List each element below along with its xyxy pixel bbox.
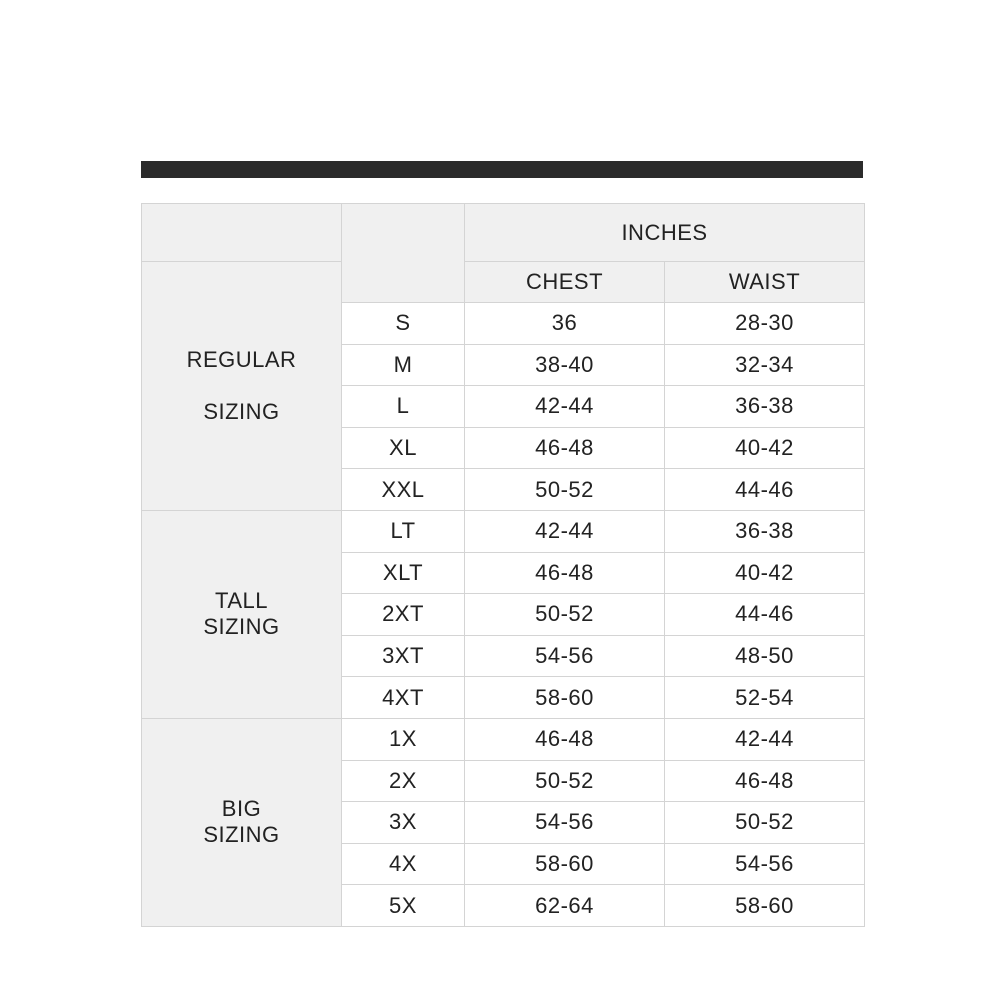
waist-cell: 44-46 <box>665 469 865 511</box>
group-label-big <box>142 718 342 926</box>
chest-cell: 36 <box>465 303 665 345</box>
size-cell: M <box>342 344 465 386</box>
size-cell: L <box>342 386 465 428</box>
waist-cell: 44-46 <box>665 594 865 636</box>
chest-cell: 50-52 <box>465 760 665 802</box>
size-cell: 5X <box>342 885 465 927</box>
header-unit-label: INCHES <box>465 204 865 262</box>
chest-cell: 46-48 <box>465 427 665 469</box>
waist-cell: 46-48 <box>665 760 865 802</box>
size-chart-table <box>141 203 865 927</box>
chest-cell: 54-56 <box>465 635 665 677</box>
chest-cell: 46-48 <box>465 718 665 760</box>
group-label-line2: SIZING <box>203 614 280 640</box>
chest-cell: 54-56 <box>465 802 665 844</box>
group-label-line1: BIG <box>221 796 262 822</box>
group-label-line1: REGULAR <box>186 346 297 372</box>
top-divider-bar <box>141 161 863 178</box>
header-waist-label: WAIST <box>665 262 865 303</box>
waist-cell: 52-54 <box>665 677 865 719</box>
size-cell: 2XT <box>342 594 465 636</box>
size-cell: XXL <box>342 469 465 511</box>
waist-cell: 36-38 <box>665 386 865 428</box>
waist-cell: 58-60 <box>665 885 865 927</box>
chest-cell: 58-60 <box>465 843 665 885</box>
size-cell: 4XT <box>342 677 465 719</box>
chest-cell: 50-52 <box>465 594 665 636</box>
header-row-unit <box>142 204 865 262</box>
size-cell: 1X <box>342 718 465 760</box>
size-cell: 4X <box>342 843 465 885</box>
size-cell: 3XT <box>342 635 465 677</box>
header-chest-label: CHEST <box>465 262 665 303</box>
chest-cell: 50-52 <box>465 469 665 511</box>
waist-cell: 54-56 <box>665 843 865 885</box>
waist-cell: 50-52 <box>665 802 865 844</box>
waist-cell: 28-30 <box>665 303 865 345</box>
group-label-tall <box>142 510 342 718</box>
chest-cell: 42-44 <box>465 510 665 552</box>
group-label-regular <box>142 262 342 511</box>
waist-cell: 48-50 <box>665 635 865 677</box>
waist-cell: 40-42 <box>665 552 865 594</box>
waist-cell: 32-34 <box>665 344 865 386</box>
chest-cell: 62-64 <box>465 885 665 927</box>
size-cell: XLT <box>342 552 465 594</box>
header-row-measurements <box>142 262 865 303</box>
chest-cell: 38-40 <box>465 344 665 386</box>
table-row <box>142 718 865 760</box>
waist-cell: 36-38 <box>665 510 865 552</box>
group-label-line2: SIZING <box>203 398 280 424</box>
chest-cell: 46-48 <box>465 552 665 594</box>
waist-cell: 40-42 <box>665 427 865 469</box>
header-size-column <box>342 204 465 303</box>
table-row <box>142 510 865 552</box>
chest-cell: 42-44 <box>465 386 665 428</box>
size-cell: XL <box>342 427 465 469</box>
group-label-line1: TALL <box>215 588 268 614</box>
size-cell: S <box>342 303 465 345</box>
group-label-line2: SIZING <box>203 822 280 848</box>
waist-cell: 42-44 <box>665 718 865 760</box>
size-cell: 2X <box>342 760 465 802</box>
size-cell: LT <box>342 510 465 552</box>
chest-cell: 58-60 <box>465 677 665 719</box>
size-cell: 3X <box>342 802 465 844</box>
header-empty-corner <box>142 204 342 262</box>
